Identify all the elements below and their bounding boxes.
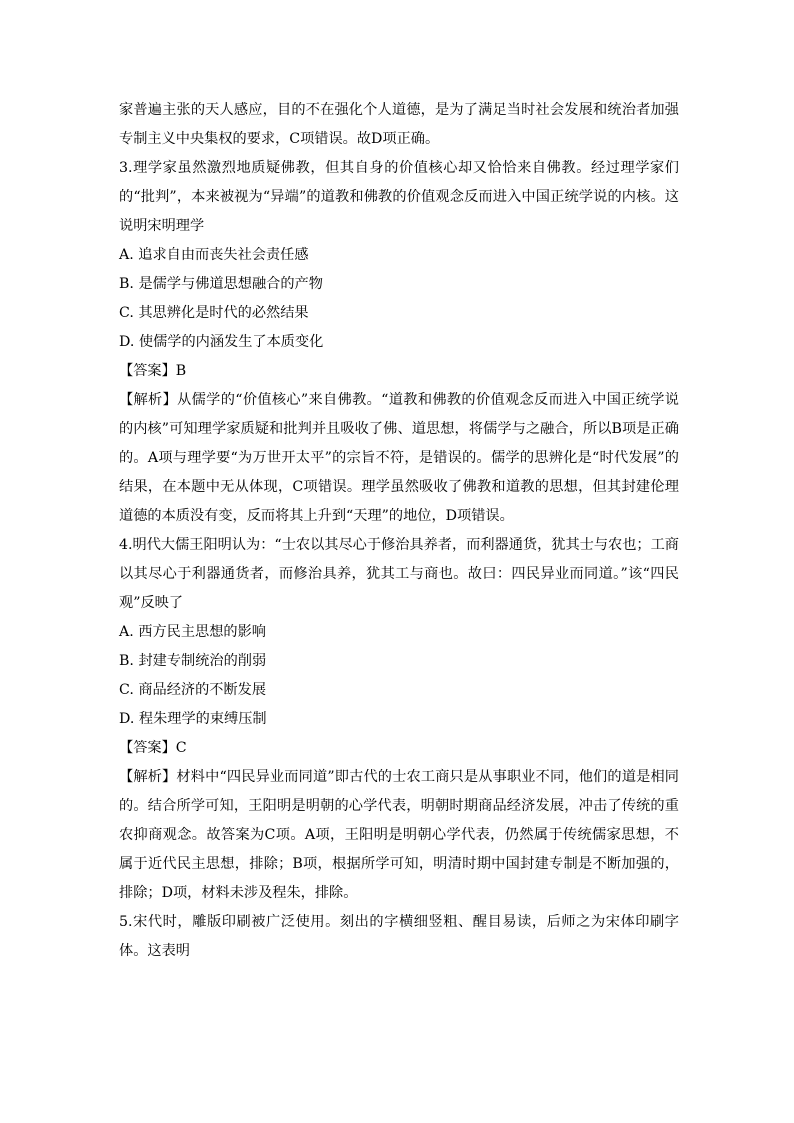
question-4-stem: 4.明代大儒王阳明认为：“士农以其尽心于修治具养者，而利器通货，犹其士与农也；工商以其尽心于利器通货者，而修治具养，犹其工与商也。故曰：四民异业而同道。”该“四民观”反映了 — [119, 537, 679, 611]
continued-explanation: 家普遍主张的天人感应，目的不在强化个人道德，是为了满足当时社会发展和统治者加强专制主义中央集权的要求，C项错误。故D项正确。 — [119, 102, 679, 147]
question-4-option-d: D. 程朱理学的束缚压制 — [119, 711, 267, 727]
question-4-option-c: C. 商品经济的不断发展 — [119, 682, 267, 698]
question-3-stem: 3.理学家虽然激烈地质疑佛教，但其自身的价值核心却又恰恰来自佛教。经过理学家们的“批判”，本来被视为“异端”的道教和佛教的价值观念反而进入中国正统学说的内核。这说明宋明理学 — [119, 160, 679, 234]
question-4-answer: 【答案】C — [119, 740, 187, 756]
question-3-option-c: C. 其思辨化是时代的必然结果 — [119, 305, 309, 321]
document-page — [119, 96, 679, 966]
question-4-explanation: 【解析】材料中“四民异业而同道”即古代的士农工商只是从事职业不同，他们的道是相同的。结合所学可知，王阳明是明朝的心学代表，明朝时期商品经济发展，冲击了传统的重农抑商观念。故答案为C项。A项，王阳明是明朝心学代表，仍然属于传统儒家思想，不属于近代民主思想，排除；B项，根据所学可知，明清时期中国封建专制是不断加强的，排除；D项，材料未涉及程朱，排除。 — [119, 769, 679, 901]
question-3-answer: 【答案】B — [119, 363, 187, 379]
question-3-option-d: D. 使儒学的内涵发生了本质变化 — [119, 334, 324, 350]
question-4-option-a: A. 西方民主思想的影响 — [119, 624, 266, 640]
question-3-explanation: 【解析】从儒学的“价值核心”来自佛教。“道教和佛教的价值观念反而进入中国正统学说的内核”可知理学家质疑和批判并且吸收了佛、道思想，将儒学与之融合，所以B项是正确的。A项与理学要“为万世开太平”的宗旨不符，是错误的。儒学的思辨化是“时代发展”的结果，在本题中无从体现，C项错误。理学虽然吸收了佛教和道教的思想，但其封建伦理道德的本质没有变，反而将其上升到“天理”的地位，D项错误。 — [119, 392, 679, 524]
question-5-stem: 5.宋代时，雕版印刷被广泛使用。刻出的字横细竖粗、醒目易读，后师之为宋体印刷字体。这表明 — [119, 914, 679, 959]
question-3-option-a: A. 追求自由而丧失社会责任感 — [119, 247, 309, 263]
question-3-option-b: B. 是儒学与佛道思想融合的产物 — [119, 276, 323, 292]
question-4-option-b: B. 封建专制统治的削弱 — [119, 653, 267, 669]
